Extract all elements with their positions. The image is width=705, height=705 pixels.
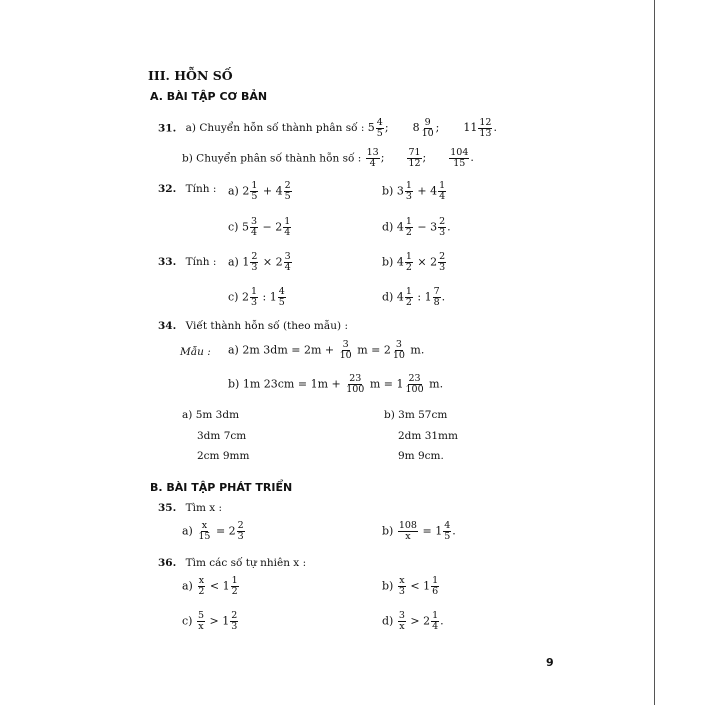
whole-part: 2 — [275, 255, 283, 269]
denominator: 3 — [398, 585, 405, 597]
denominator: 5 — [284, 190, 291, 202]
problem-33c — [228, 287, 287, 308]
numerator: 3 — [395, 339, 402, 350]
numerator: 2 — [251, 251, 258, 262]
numerator: 2 — [231, 610, 238, 621]
problem-33-header — [158, 256, 216, 268]
denominator: 3 — [250, 296, 257, 308]
numerator: 71 — [408, 147, 421, 158]
numerator: 3 — [284, 251, 291, 262]
numerator: 23 — [408, 373, 421, 384]
equation-text: 2m 3dm = 2m + — [242, 343, 338, 357]
problem-31a-text: a) Chuyển hỗn số thành phân số : — [185, 122, 365, 135]
problem-34-left-3: 2cm 9mm — [197, 450, 250, 462]
numerator: 4 — [444, 520, 451, 531]
operator: + — [413, 184, 431, 198]
item-tag: a) — [228, 184, 243, 198]
denominator: 8 — [433, 296, 440, 308]
fraction — [478, 118, 492, 139]
numerator: 1 — [284, 216, 291, 227]
denominator: 10 — [421, 127, 434, 139]
whole-part: 4 — [396, 290, 404, 304]
denominator: 3 — [405, 190, 412, 202]
numerator: 108 — [398, 520, 417, 531]
fraction — [250, 217, 258, 238]
item-tag: b) — [382, 524, 397, 538]
operator: − — [259, 220, 276, 234]
fraction — [438, 181, 446, 202]
problem-33b — [382, 252, 447, 273]
punctuation: . — [440, 614, 444, 628]
whole-part: 4 — [396, 220, 404, 234]
numerator: 1 — [251, 180, 258, 191]
operator: + — [259, 184, 276, 198]
item-tag: d) — [382, 220, 397, 234]
numerator: x — [201, 520, 208, 531]
fraction — [438, 217, 446, 238]
fraction — [366, 148, 380, 169]
fraction — [237, 521, 245, 542]
item-tag: b) — [382, 184, 397, 198]
fraction — [431, 611, 439, 632]
denominator: x — [405, 530, 411, 542]
problem-36-text: Tìm các số tự nhiên x : — [185, 557, 307, 569]
equation-text: = 1 — [418, 524, 443, 538]
numerator: 2 — [284, 180, 291, 191]
fraction — [398, 611, 406, 632]
mixed-number — [367, 117, 389, 139]
numerator: 1 — [405, 286, 412, 297]
fraction — [392, 340, 406, 361]
problem-35a — [182, 521, 246, 542]
problem-33a — [228, 252, 293, 273]
denominator: 2 — [198, 585, 205, 597]
denominator: 100 — [405, 383, 424, 395]
denominator: 4 — [439, 190, 446, 202]
fraction — [345, 374, 365, 395]
denominator: 4 — [432, 620, 439, 632]
equation-text: m = 2 — [353, 343, 391, 357]
example-a — [228, 340, 424, 361]
problem-36 — [158, 557, 306, 569]
denominator: 2 — [405, 226, 412, 238]
denominator: 12 — [408, 157, 421, 169]
punctuation: ; — [384, 121, 389, 135]
operator: : — [259, 290, 270, 304]
whole-part: 2 — [430, 255, 438, 269]
numerator: 3 — [250, 216, 257, 227]
item-tag: b) — [382, 255, 397, 269]
punctuation: . — [493, 121, 497, 135]
whole-part: 3 — [396, 184, 404, 198]
denominator: 5 — [251, 190, 258, 202]
numerator: 1 — [250, 286, 257, 297]
equation-text: m. — [425, 377, 444, 391]
problem-35-text: Tìm x : — [185, 502, 223, 514]
numerator: 9 — [424, 117, 431, 128]
numerator: 5 — [197, 610, 204, 621]
whole-part: 1 — [269, 290, 277, 304]
problem-31 — [158, 118, 497, 139]
punctuation: . — [441, 290, 446, 304]
fraction — [421, 118, 435, 139]
whole-part: 5 — [367, 121, 375, 135]
equation-text: 1m 23cm = 1m + — [242, 377, 345, 391]
whole-part: 1 — [242, 255, 250, 269]
denominator: 5 — [278, 296, 285, 308]
denominator: 2 — [405, 296, 412, 308]
fraction — [376, 118, 384, 139]
operator: × — [413, 255, 431, 269]
whole-part: 5 — [241, 220, 249, 234]
problem-34 — [158, 320, 348, 332]
denominator: 3 — [439, 226, 446, 238]
problem-number: 34. — [158, 320, 177, 332]
numerator: 104 — [450, 147, 469, 158]
example-b — [228, 374, 443, 395]
subsection-a-title: A. BÀI TẬP CƠ BẢN — [150, 90, 268, 103]
fraction — [250, 252, 258, 273]
fraction — [284, 252, 292, 273]
numerator: 13 — [366, 147, 379, 158]
problem-33d — [382, 287, 445, 308]
item-tag: d) — [382, 614, 397, 628]
numerator: 1 — [405, 216, 412, 227]
problem-number: 33. — [158, 256, 177, 268]
subsection-b-title: B. BÀI TẬP PHÁT TRIỂN — [150, 481, 293, 494]
denominator: 5 — [376, 127, 383, 139]
numerator: 23 — [349, 373, 362, 384]
punctuation: . — [470, 151, 474, 165]
fraction — [284, 181, 292, 202]
equation-text: m = 1 — [366, 377, 404, 391]
whole-part: 1 — [424, 290, 432, 304]
mixed-number — [412, 117, 440, 139]
fraction-item — [365, 147, 385, 169]
numerator: 1 — [432, 610, 439, 621]
fraction — [250, 181, 258, 202]
problem-31b-text: b) Chuyển phân số thành hỗn số : — [182, 152, 362, 165]
item-tag: c) — [182, 614, 196, 628]
item-tag: a) — [228, 343, 243, 357]
problem-34-right-1: b) 3m 57cm — [384, 409, 448, 421]
problem-32-header — [158, 183, 216, 195]
problem-34-left-2: 3dm 7cm — [197, 430, 247, 442]
problem-35 — [158, 502, 222, 514]
item-tag: b) — [382, 579, 397, 593]
whole-part: 4 — [396, 255, 404, 269]
operator: × — [259, 255, 276, 269]
numerator: 1 — [439, 180, 446, 191]
numerator: x — [399, 575, 405, 586]
problem-32d — [382, 217, 451, 238]
equation-text: > 2 — [406, 614, 431, 628]
numerator: 7 — [433, 286, 440, 297]
problem-34-right-2: 2dm 31mm — [398, 430, 458, 442]
problem-35b — [382, 521, 456, 542]
denominator: x — [399, 620, 405, 632]
denominator: 4 — [250, 226, 257, 238]
fraction — [398, 576, 406, 597]
punctuation: ; — [422, 151, 427, 165]
denominator: 6 — [432, 585, 439, 597]
item-tag: c) — [228, 290, 242, 304]
punctuation: ; — [380, 151, 385, 165]
fraction-item — [448, 147, 474, 169]
operator: − — [413, 220, 431, 234]
denominator: 3 — [231, 620, 238, 632]
punctuation: . — [452, 524, 456, 538]
fraction — [405, 252, 413, 273]
problem-number: 36. — [158, 557, 177, 569]
problem-36d — [382, 611, 444, 632]
problem-32-label: Tính : — [185, 183, 217, 195]
denominator: 4 — [284, 226, 291, 238]
whole-part: 4 — [275, 184, 283, 198]
example-label: Mẫu : — [180, 346, 211, 358]
denominator: 13 — [479, 127, 492, 139]
numerator: 3 — [398, 610, 405, 621]
denominator: 10 — [392, 349, 405, 361]
whole-part: 2 — [241, 290, 249, 304]
whole-part: 3 — [430, 220, 438, 234]
fraction — [438, 252, 446, 273]
problem-36b — [382, 576, 440, 597]
item-tag: a) — [182, 524, 197, 538]
problem-34-right-3: 9m 9cm. — [398, 450, 444, 462]
denominator: 5 — [444, 530, 451, 542]
problem-36c — [182, 611, 239, 632]
punctuation: . — [447, 220, 451, 234]
equation-text: > 1 — [206, 614, 230, 628]
item-tag: a) — [182, 579, 197, 593]
fraction — [443, 521, 451, 542]
denominator: 3 — [439, 261, 446, 273]
denominator: 10 — [339, 349, 352, 361]
problem-34-left-1: a) 5m 3dm — [182, 409, 240, 421]
numerator: 12 — [479, 117, 492, 128]
equation-text: m. — [406, 343, 425, 357]
fraction — [433, 287, 441, 308]
problem-31b — [182, 148, 474, 169]
page-edge-line — [654, 0, 655, 705]
numerator: 1 — [231, 575, 238, 586]
problem-31a-items — [367, 117, 497, 139]
punctuation: ; — [435, 121, 440, 135]
denominator: 15 — [453, 157, 466, 169]
page-number: 9 — [546, 656, 554, 669]
denominator: 2 — [405, 261, 412, 273]
denominator: 100 — [346, 383, 365, 395]
equation-text: = 2 — [212, 524, 236, 538]
problem-number: 35. — [158, 502, 177, 514]
problem-32c — [228, 217, 292, 238]
denominator: 4 — [284, 261, 291, 273]
problem-number: 32. — [158, 183, 177, 195]
numerator: x — [198, 575, 205, 586]
equation-text: < 1 — [206, 579, 230, 593]
item-tag: d) — [382, 290, 397, 304]
fraction — [405, 374, 425, 395]
fraction — [405, 181, 413, 202]
fraction — [197, 611, 205, 632]
fraction — [405, 287, 413, 308]
numerator: 4 — [376, 117, 383, 128]
numerator: 2 — [439, 251, 446, 262]
denominator: 2 — [231, 585, 238, 597]
fraction — [278, 287, 286, 308]
fraction — [197, 576, 205, 597]
problem-32b — [382, 181, 447, 202]
problem-33-label: Tính : — [185, 256, 217, 268]
whole-part: 2 — [242, 184, 250, 198]
fraction — [197, 521, 211, 542]
problem-32a — [228, 181, 293, 202]
denominator: 3 — [237, 530, 244, 542]
numerator: 4 — [278, 286, 285, 297]
problem-34-text: Viết thành hỗn số (theo mẫu) : — [185, 320, 349, 332]
equation-text: < 1 — [406, 579, 431, 593]
numerator: 1 — [405, 180, 412, 191]
whole-part: 11 — [463, 121, 478, 135]
denominator: 15 — [198, 530, 211, 542]
fraction — [407, 148, 421, 169]
whole-part: 8 — [412, 121, 420, 135]
item-tag: b) — [228, 377, 243, 391]
fraction-item — [406, 147, 427, 169]
item-tag: c) — [228, 220, 242, 234]
numerator: 3 — [342, 339, 349, 350]
fraction — [431, 576, 439, 597]
numerator: 2 — [439, 216, 446, 227]
whole-part: 2 — [275, 220, 283, 234]
fraction — [339, 340, 353, 361]
section-title: III. HỖN SỐ — [148, 68, 233, 83]
operator: : — [413, 290, 425, 304]
numerator: 1 — [432, 575, 439, 586]
problem-36a — [182, 576, 240, 597]
numerator: 2 — [237, 520, 244, 531]
problem-31b-items — [365, 147, 474, 169]
denominator: 3 — [251, 261, 258, 273]
whole-part: 4 — [430, 184, 438, 198]
denominator: x — [198, 620, 204, 632]
fraction — [231, 576, 239, 597]
mixed-number — [463, 117, 497, 139]
fraction — [250, 287, 258, 308]
fraction — [283, 217, 291, 238]
fraction — [449, 148, 469, 169]
problem-number: 31. — [158, 122, 177, 135]
numerator: 1 — [405, 251, 412, 262]
item-tag: a) — [228, 255, 243, 269]
fraction — [405, 217, 413, 238]
fraction — [230, 611, 238, 632]
fraction — [398, 521, 418, 542]
denominator: 4 — [369, 157, 376, 169]
